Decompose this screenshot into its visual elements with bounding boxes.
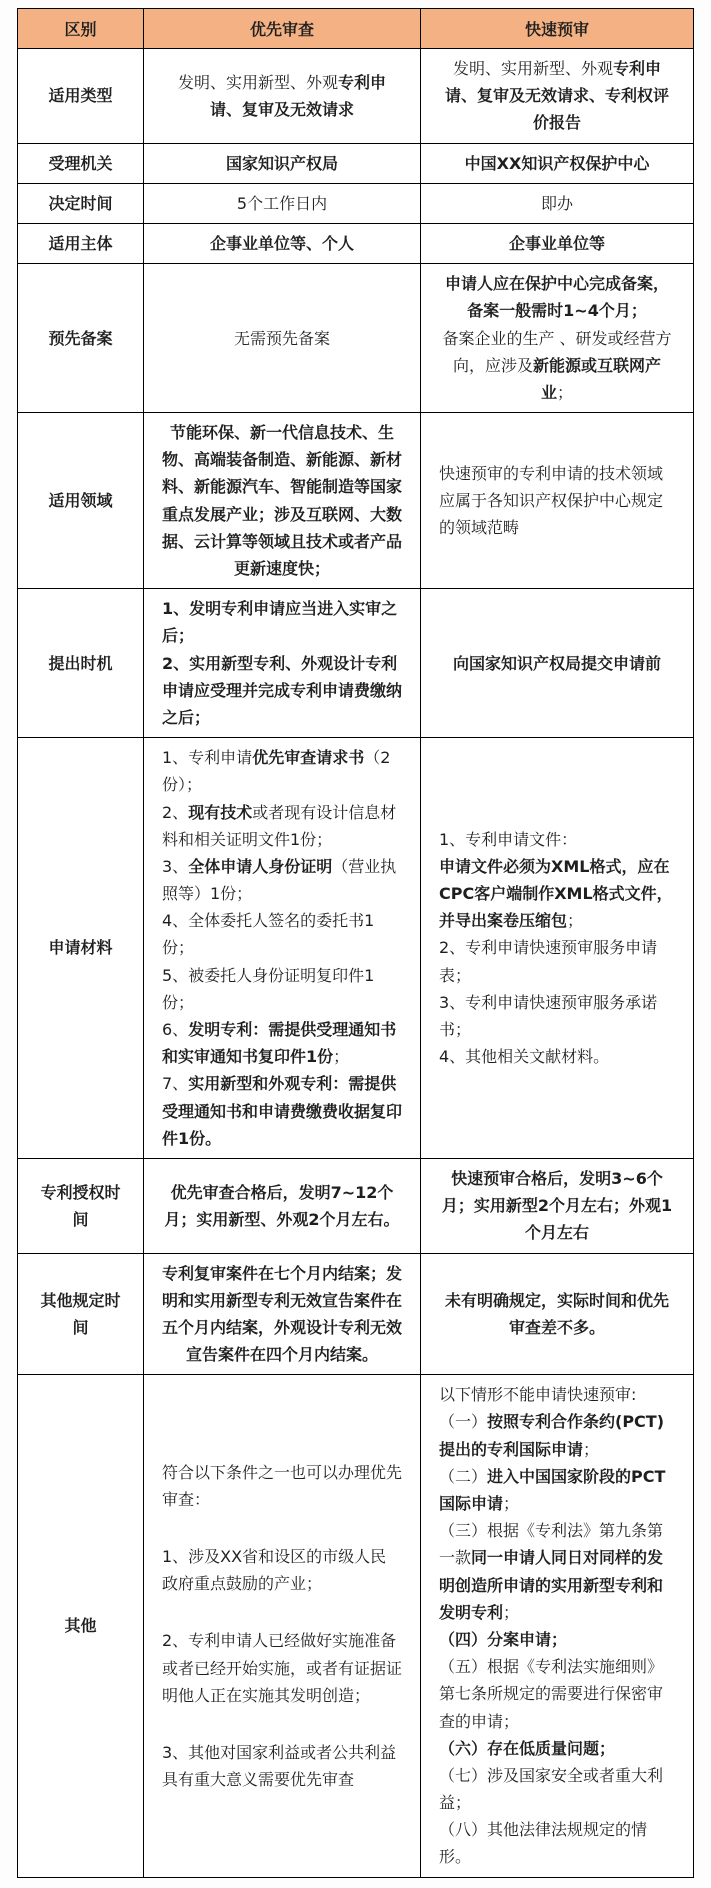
header-row: [18, 9, 694, 49]
cell-fast-pre-review: [421, 1158, 694, 1253]
cell-fast-pre-review: [421, 183, 694, 223]
table-row: [18, 738, 694, 1159]
row-label: 适用领域: [18, 413, 144, 589]
cell-paragraph: 企事业单位等、个人: [209, 233, 354, 253]
cell-paragraph: 国家知识产权局: [225, 153, 338, 173]
cell-priority-review: [144, 1158, 421, 1253]
cell-paragraph: 节能环保、新一代信息技术、生物、高端装备制造、新能源、新材料、新能源汽车、智能制造等国家重点发展产业；涉及互联网、大数据、云计算等领域且技术或者产品更新速度快；: [162, 423, 403, 578]
header-col-priority-review: 优先审查: [144, 9, 421, 49]
cell-paragraph: （三）根据《专利法》第九条第一款同一申请人同日对同样的发明创造所申请的实用新型专利和发明专利；: [439, 1521, 664, 1622]
cell-priority-review: [144, 589, 421, 738]
cell-paragraph: 无需预先备案: [233, 328, 330, 348]
table-row: [18, 223, 694, 263]
row-label: 其他: [18, 1375, 144, 1877]
cell-fast-pre-review: [421, 223, 694, 263]
cell-fast-pre-review: [421, 589, 694, 738]
cell-fast-pre-review: [421, 264, 694, 413]
cell-paragraph: 向国家知识产权局提交申请前: [452, 653, 661, 673]
cell-paragraph: 申请人应在保护中心完成备案，备案一般需时1~4个月；: [444, 274, 669, 321]
table-row: [18, 1158, 694, 1253]
cell-paragraph: 1、专利申请文件：: [439, 829, 578, 849]
cell-paragraph: 以下情形不能申请快速预审:: [439, 1385, 637, 1405]
row-label: 其他规定时间: [18, 1253, 144, 1375]
table-row: [18, 413, 694, 589]
cell-paragraph: （八）其他法律法规规定的情形。: [439, 1820, 648, 1867]
cell-paragraph: 备案企业的生产 、研发或经营方向，应涉及新能源或互联网产业；: [442, 328, 672, 402]
table-row: [18, 589, 694, 738]
cell-paragraph: 4、其他相关文献材料。: [439, 1047, 610, 1067]
cell-fast-pre-review: [421, 738, 694, 1159]
cell-paragraph: 快速预审的专利申请的技术领域应属于各知识产权保护中心规定的领域范畴: [439, 463, 664, 538]
table-row: [18, 183, 694, 223]
cell-paragraph: 1、发明专利申请应当进入实审之后；: [162, 599, 398, 646]
cell-paragraph: 专利复审案件在七个月内结案；发明和实用新型专利无效宣告案件在五个月内结案，外观设计专利无效宣告案件在四个月内结案。: [162, 1263, 403, 1365]
cell-paragraph: （一）按照专利合作条约(PCT)提出的专利国际申请；: [439, 1412, 665, 1459]
cell-paragraph: （六）存在低质量问题；: [439, 1738, 616, 1758]
cell-priority-review: [144, 1375, 421, 1877]
cell-paragraph: 2、专利申请快速预审服务申请表；: [439, 938, 658, 985]
table-row: [18, 264, 694, 413]
cell-paragraph: 3、其他对国家利益或者公共利益具有重大意义需要优先审查: [162, 1742, 397, 1790]
cell-priority-review: [144, 183, 421, 223]
cell-priority-review: [144, 143, 421, 183]
table-row: [18, 1375, 694, 1877]
row-label: 适用类型: [18, 49, 144, 144]
cell-paragraph: 7、实用新型和外观专利：需提供受理通知书和申请费缴费收据复印件1份。: [162, 1074, 403, 1148]
cell-fast-pre-review: [421, 49, 694, 144]
row-label: 申请材料: [18, 738, 144, 1159]
cell-paragraph: 2、专利申请人已经做好实施准备或者已经开始实施，或者有证据证明他人正在实施其发明创造；: [162, 1631, 403, 1705]
cell-paragraph: 2、现有技术或者现有设计信息材料和相关证明文件1份；: [162, 802, 397, 849]
row-label: 提出时机: [18, 589, 144, 738]
cell-paragraph: 5、被委托人身份证明复印件1份；: [162, 965, 375, 1012]
cell-paragraph: 快速预审合格后，发明3~6个月；实用新型2个月左右；外观1个月左右: [441, 1168, 673, 1243]
cell-paragraph: （四）分案申请；: [439, 1629, 568, 1649]
cell-priority-review: [144, 49, 421, 144]
cell-paragraph: （二）进入中国国家阶段的PCT国际申请；: [439, 1466, 666, 1513]
cell-priority-review: [144, 413, 421, 589]
cell-priority-review: [144, 223, 421, 263]
cell-paragraph: 3、专利申请快速预审服务承诺书；: [439, 992, 658, 1039]
cell-paragraph: 发明、实用新型、外观专利申请、复审及无效请求: [177, 72, 387, 119]
cell-paragraph: （七）涉及国家安全或者重大利益；: [439, 1765, 664, 1813]
cell-fast-pre-review: [421, 413, 694, 589]
cell-fast-pre-review: [421, 1253, 694, 1375]
comparison-table: [17, 8, 694, 1878]
cell-paragraph: 未有明确规定，实际时间和优先审查差不多。: [444, 1290, 669, 1337]
cell-paragraph: 即办: [540, 193, 573, 213]
table-row: [18, 1253, 694, 1375]
cell-paragraph: 企事业单位等: [508, 233, 605, 253]
header-col-fast-pre-review: 快速预审: [421, 9, 694, 49]
cell-priority-review: [144, 1253, 421, 1375]
cell-paragraph: 1、涉及XX省和设区的市级人民政府重点鼓励的产业；: [162, 1546, 387, 1594]
table-row: [18, 143, 694, 183]
table-row: [18, 49, 694, 144]
row-label: 适用主体: [18, 223, 144, 263]
cell-paragraph: 3、全体申请人身份证明（营业执照等）1份；: [162, 856, 397, 904]
row-label: 专利授权时间: [18, 1158, 144, 1253]
row-label: 预先备案: [18, 264, 144, 413]
cell-paragraph: 中国XX知识产权保护中心: [464, 153, 650, 173]
row-label: 决定时间: [18, 183, 144, 223]
cell-fast-pre-review: [421, 143, 694, 183]
cell-fast-pre-review: [421, 1375, 694, 1877]
cell-paragraph: 申请文件必须为XML格式，应在CPC客户端制作XML格式文件，并导出案卷压缩包；: [439, 856, 673, 931]
cell-paragraph: 6、发明专利：需提供受理通知书和实审通知书复印件1份；: [162, 1020, 397, 1067]
cell-paragraph: 5个工作日内: [236, 193, 328, 213]
header-col-category: 区别: [18, 9, 144, 49]
cell-paragraph: 符合以下条件之一也可以办理优先审查：: [162, 1462, 403, 1509]
cell-paragraph: 4、全体委托人签名的委托书1份；: [162, 911, 375, 958]
cell-priority-review: [144, 738, 421, 1159]
cell-priority-review: [144, 264, 421, 413]
cell-paragraph: 2、实用新型专利、外观设计专利申请应受理并完成专利申请费缴纳之后；: [162, 653, 403, 727]
cell-paragraph: 发明、实用新型、外观专利申请、复审及无效请求、专利权评价报告: [444, 59, 669, 133]
cell-paragraph: 1、专利申请优先审查请求书（2份）；: [162, 748, 391, 795]
cell-paragraph: 优先审查合格后，发明7~12个月；实用新型、外观2个月左右。: [164, 1182, 400, 1229]
cell-paragraph: （五）根据《专利法实施细则》第七条所规定的需要进行保密审查的申请；: [439, 1657, 664, 1731]
row-label: 受理机关: [18, 143, 144, 183]
